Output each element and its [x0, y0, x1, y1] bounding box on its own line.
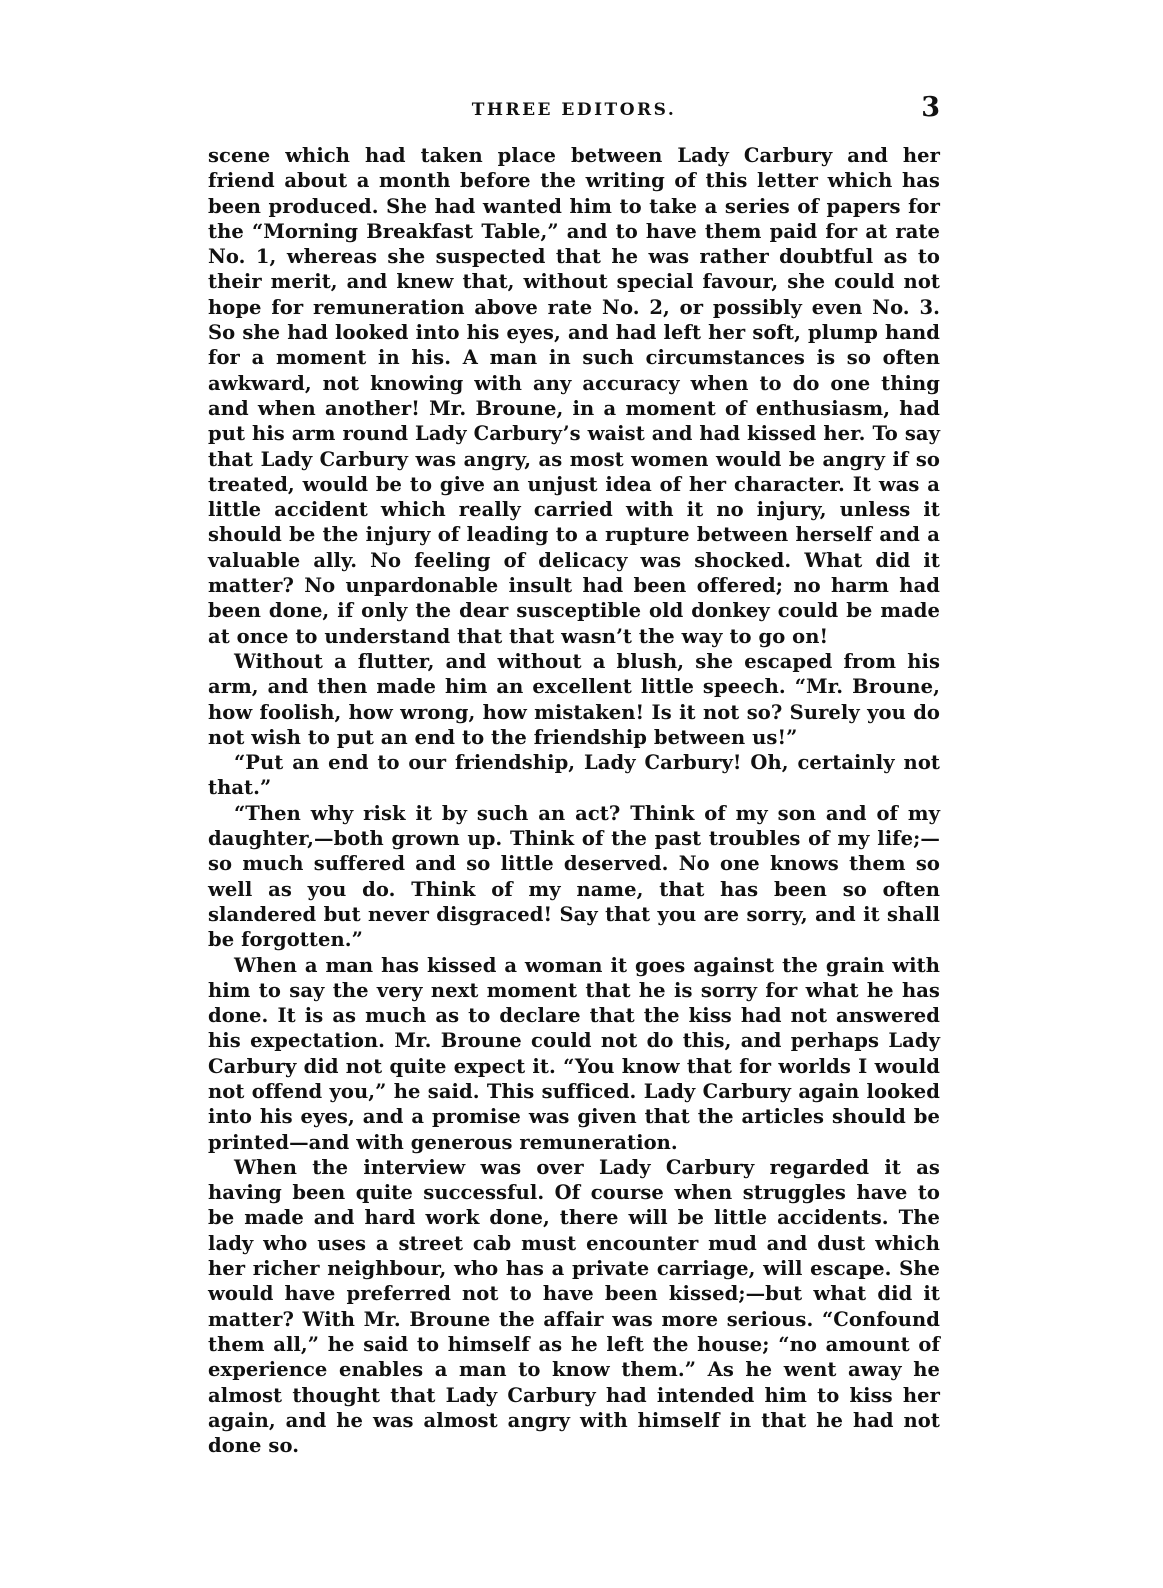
paragraph: Without a flutter, and without a blush, she escaped from his arm, and then made him an excellent little speech. “Mr. Broune, how foolish, how wrong, how mistaken! Is it not so? Surely you do not wish to put an end to the friendship between us!” — [208, 649, 940, 749]
paragraph: When a man has kissed a woman it goes against the grain with him to say the very next moment that he is sorry for what he has done. It is as much as to declare that the kiss had not answered his expectation. Mr. Broune could not do this, and perhaps Lady Carbury did not quite expect it. “You know that for worlds I would not offend you,” he said. This sufficed. Lady Carbury again looked into his eyes, and a promise was given that the articles should be printed—and with generous remuneration. — [208, 953, 940, 1154]
paragraph: “Put an end to our friendship, Lady Carbury! Oh, certainly not that.” — [208, 751, 940, 800]
book-page — [208, 92, 940, 1458]
paragraph: When the interview was over Lady Carbury regarded it as having been quite successful. Of course when struggles have to be made and hard work done, there will be little accidents. The lady who uses a street cab must encounter mud and dust which her richer neighbour, who has a private carriage, will escape. She would have preferred not to have been kissed;—but what did it matter? With Mr. Broune the affair was more serious. “Confound them all,” he said to himself as he left the house; “no amount of experience enables a man to know them.” As he went away he almost thought that Lady Carbury had intended him to kiss her again, and he was almost angry with himself in that he had not done so. — [208, 1155, 940, 1458]
paragraph: “Then why risk it by such an act? Think of my son and of my daughter,—both grown up. Think of the past troubles of my life;—so much suffered and so little deserved. No one knows them so well as you do. Think of my name, that has been so often slandered but never disgraced! Say that you are sorry, and it shall be forgotten.” — [208, 801, 940, 952]
running-head — [208, 92, 940, 126]
page-number: 3 — [921, 92, 940, 123]
paragraph-continued: scene which had taken place between Lady Carbury and her friend about a month before the writing of this letter which has been produced. She had wanted him to take a series of papers for the “Morning Breakfast Table,” and to have them paid for at rate No. 1, whereas she suspected that he was rather doubtful as to their merit, and knew that, without special favour, she could not hope for remuneration above rate No. 2, or possibly even No. 3. So she had looked into his eyes, and had left her soft, plump hand for a moment in his. A man in such circumstances is so often awkward, not knowing with any accuracy when to do one thing and when another! Mr. Broune, in a moment of enthusiasm, had put his arm round Lady Carbury’s waist and had kissed her. To say that Lady Carbury was angry, as most women would be angry if so treated, would be to give an unjust idea of her character. It was a little accident which really carried with it no injury, unless it should be the injury of leading to a rupture between herself and a valuable ally. No feeling of delicacy was shocked. What did it matter? No unpardonable insult had been offered; no harm had been done, if only the dear susceptible old donkey could be made at once to understand that that wasn’t the way to go on! — [208, 144, 940, 648]
body-text — [208, 143, 940, 1458]
running-title: THREE EDITORS. — [471, 100, 677, 120]
